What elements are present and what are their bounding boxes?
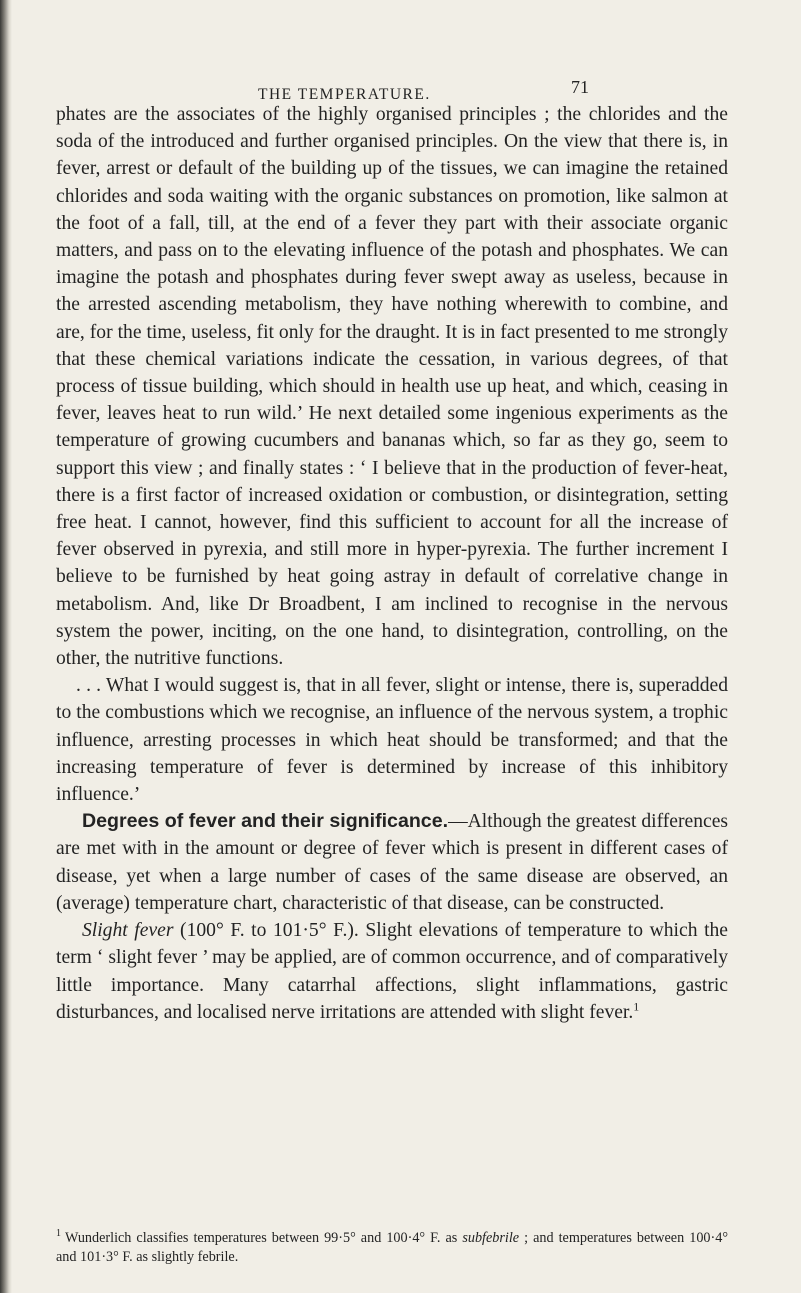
paragraph-slight-fever <box>56 917 728 1026</box>
paragraph-continuation: phates are the associates of the highly organised principles ; the chlorides and the soda of the introduced and further organised principles. On the view that there is, in fever, arrest or default of the building up of the tissues, we can imagine the retained chlorides and soda waiting with the organic substances on promotion, like salmon at the foot of a fall, till, at the end of a fever they part with their associate organic matters, and pass on to the elevating influence of the potash and phosphates. We can imagine the potash and phosphates during fever swept away as useless, because in the arrested ascending metabolism, they have nothing wherewith to combine, and are, for the time, useless, fit only for the draught. It is in fact presented to me strongly that these chemical variations indicate the cessation, in various degrees, of that process of tissue building, which should in health use up heat, and which, ceasing in fever, leaves heat to run wild.’ He next detailed some ingenious experiments as the temperature of growing cucumbers and bananas which, so far as they go, seem to support this view ; and finally states : ‘ I believe that in the production of fever-heat, there is a first factor of increased oxidation or combustion, or disintegration, setting free heat. I cannot, however, find this sufficient to account for all the increase of fever observed in pyrexia, and still more in hyper-pyrexia. The further increment I believe to be furnished by heat going astray in default of correlative change in metabolism. And, like Dr Broadbent, I am inclined to recognise in the nervous system the power, inciting, on the one hand, to disintegration, controlling, on the other, the nutritive functions. <box>56 104 728 670</box>
page-number: 71 <box>571 77 589 97</box>
footnote-text-b: ; and temperatures between 100·4° and 101·3° F. as slightly febrile. <box>56 1230 728 1265</box>
running-head: THE TEMPERATURE. <box>258 86 431 103</box>
paragraph-slight-fever-text: (100° F. to 101·5° F.). Slight elevations of temperature to which the term ‘ slight fever ’ may be applied, are of common occurrence, and of comparatively little importance. Many catarrhal affections, slight inflammations, gastric disturbances, and localised nerve irritations are attended with slight fever. <box>56 920 729 1023</box>
main-text <box>56 101 728 1026</box>
footnote-italic-term: subfebrile <box>462 1230 520 1246</box>
paragraph-degrees <box>56 808 728 917</box>
footnote <box>56 1229 728 1267</box>
footnote-text-a: Wunderlich classifies temperatures between 99·5° and 100·4° F. as <box>65 1230 463 1246</box>
paragraph-degrees-text: —Although the greatest differences are met with in the amount or degree of fever which is present in different cases of disease, yet when a large number of cases of the same disease are observed, an (average) temperature chart, characteristic of that disease, can be constructed. <box>56 811 729 914</box>
footnote-reference: 1 <box>633 999 640 1014</box>
footnote-number: 1 <box>56 1228 61 1240</box>
paragraph-quote-end: . . . What I would suggest is, that in all fever, slight or intense, there is, superadded to the combustions which we recognise, an influence of the nervous system, a trophic influence, arresting processes in which heat should be transformed; and that the increasing temperature of fever is determined by increase of this inhibitory influence.’ <box>56 675 728 806</box>
section-heading: Degrees of fever and their significance. <box>82 810 449 833</box>
subheading-slight-fever: Slight fever <box>82 920 174 942</box>
binding-shadow <box>0 0 12 1293</box>
